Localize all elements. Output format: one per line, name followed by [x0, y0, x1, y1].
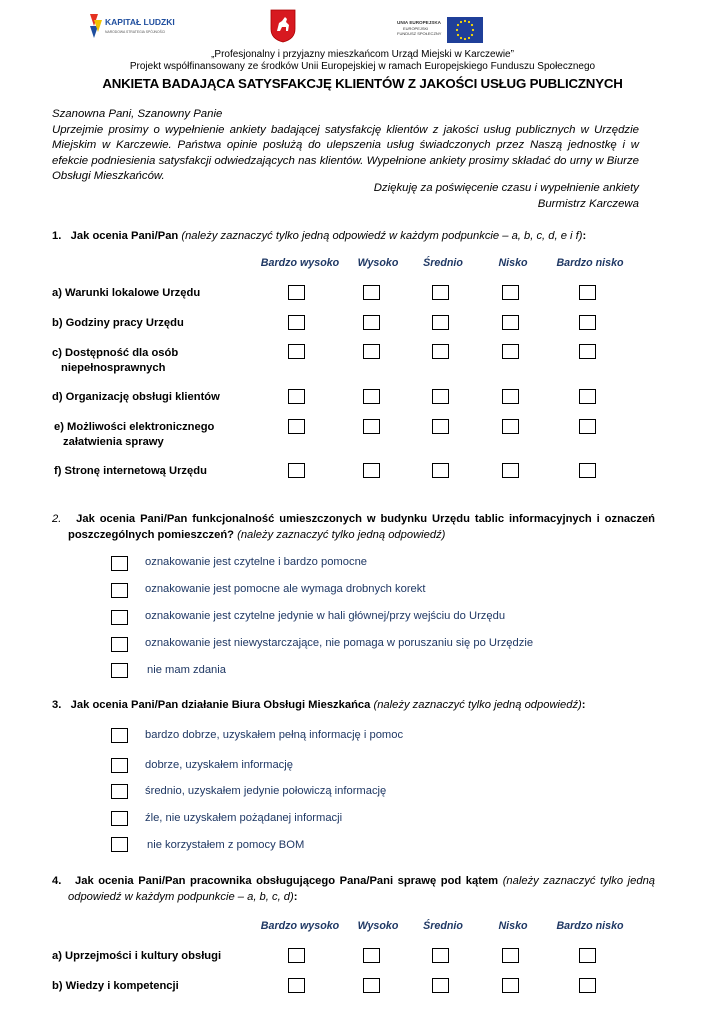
- q1-number: 1.: [52, 230, 62, 242]
- q2-option-1-checkbox[interactable]: [111, 556, 128, 571]
- kapital-ludzki-subtext: NARODOWA STRATEGIA SPÓJNOŚCI: [105, 30, 166, 34]
- kapital-ludzki-text: KAPITAŁ LUDZKI: [105, 17, 175, 27]
- q1-e-high-checkbox[interactable]: [363, 419, 380, 434]
- q3-option-2-checkbox[interactable]: [111, 758, 128, 773]
- intro-greeting: Szanowna Pani, Szanowny Panie: [52, 108, 223, 120]
- q1-d-very-low-checkbox[interactable]: [579, 389, 596, 404]
- q1-e-very-high-checkbox[interactable]: [288, 419, 305, 434]
- q4-b-very-high-checkbox[interactable]: [288, 978, 305, 993]
- eu-text-line2: EUROPEJSKI: [403, 26, 429, 31]
- q1-text: Jak ocenia Pani/Pan: [70, 230, 179, 242]
- q1-c-very-low-checkbox[interactable]: [579, 344, 596, 359]
- q1-b-medium-checkbox[interactable]: [432, 315, 449, 330]
- q2-option-2-checkbox[interactable]: [111, 583, 128, 598]
- q4-row-a-line1: a) Uprzejmości i kultury obsługi: [52, 950, 222, 962]
- q1-b-very-low-checkbox[interactable]: [579, 315, 596, 330]
- q1-b-very-high-checkbox[interactable]: [288, 315, 305, 330]
- thanks-line: Dziękuję za poświęcenie czasu i wypełnienie ankiety: [373, 182, 639, 194]
- q2-option-3-checkbox[interactable]: [111, 610, 128, 625]
- kapital-ludzki-logo: [88, 10, 178, 42]
- q3-colon: :: [581, 699, 586, 711]
- q4-scale-very-low: Bardzo nisko: [556, 920, 624, 932]
- q1-scale-low: Nisko: [498, 257, 528, 269]
- q1-row-b-line1: b) Godziny pracy Urzędu: [52, 317, 184, 329]
- q3-option-4-checkbox[interactable]: [111, 811, 128, 826]
- q3-option-2-label: dobrze, uzyskałem informację: [145, 759, 293, 771]
- karczew-crest-icon: [270, 9, 296, 43]
- q3-option-1-checkbox[interactable]: [111, 728, 128, 743]
- q4-a-very-high-checkbox[interactable]: [288, 948, 305, 963]
- q4-b-very-low-checkbox[interactable]: [579, 978, 596, 993]
- q1-row-c-line2: niepełnosprawnych: [61, 362, 166, 374]
- q4-b-medium-checkbox[interactable]: [432, 978, 449, 993]
- q1-row-e-label: [54, 420, 214, 450]
- intro-thanks: [374, 181, 639, 212]
- q3-option-4-label: źle, nie uzyskałem pożądanej informacji: [145, 812, 343, 824]
- project-cofinancing-note: Projekt współfinansowany ze środków Unii Europejskiej w ramach Europejskiego Funduszu Społecznego: [129, 61, 596, 72]
- q3-option-5-checkbox[interactable]: [111, 837, 128, 852]
- q3-option-1-label: bardzo dobrze, uzyskałem pełną informację i pomoc: [145, 729, 404, 741]
- q2-number: 2.: [52, 513, 62, 525]
- q4-a-very-low-checkbox[interactable]: [579, 948, 596, 963]
- q4-row-b-label: [52, 979, 179, 994]
- q1-a-very-high-checkbox[interactable]: [288, 285, 305, 300]
- q1-scale-medium: Średnio: [423, 257, 463, 269]
- q2-text: Jak ocenia Pani/Pan funkcjonalność umieszczonych w budynku Urzędu tablic informacyjnych i oznaczeń poszczególnych pomieszczeń?: [68, 513, 655, 541]
- q1-row-d-label: [52, 390, 220, 405]
- q1-a-very-low-checkbox[interactable]: [579, 285, 596, 300]
- q4-scale-high: Wysoko: [357, 920, 399, 932]
- q1-scale-very-high: Bardzo wysoko: [260, 257, 340, 269]
- q4-b-high-checkbox[interactable]: [363, 978, 380, 993]
- q4-b-low-checkbox[interactable]: [502, 978, 519, 993]
- q1-b-high-checkbox[interactable]: [363, 315, 380, 330]
- q2-option-4-label: oznakowanie jest niewystarczające, nie pomaga w poruszaniu się po Urzędzie: [145, 637, 534, 649]
- q1-row-d-line1: d) Organizację obsługi klientów: [52, 391, 220, 403]
- q1-row-a-line1: a) Warunki lokalowe Urzędu: [52, 287, 201, 299]
- q1-scale-very-low: Bardzo nisko: [556, 257, 624, 269]
- q4-row-b-line1: b) Wiedzy i kompetencji: [52, 980, 179, 992]
- q1-f-low-checkbox[interactable]: [502, 463, 519, 478]
- q1-row-c-label: [52, 346, 178, 376]
- q1-a-high-checkbox[interactable]: [363, 285, 380, 300]
- q4-scale-very-high: Bardzo wysoko: [260, 920, 340, 932]
- q3-option-3-checkbox[interactable]: [111, 784, 128, 799]
- project-motto: „Profesjonalny i przyjazny mieszkańcom Urząd Miejski w Karczewie”: [211, 49, 514, 60]
- question-1: [52, 228, 639, 244]
- intro-body: Uprzejmie prosimy o wypełnienie ankiety badającej satysfakcję klientów z jakości usług publicznych w Urzędzie Miejskim w Karczewie. Państwa opinie posłużą do ulepszenia usług świadczonych przez Naszą jednostkę i w efekcie podniesienia satysfakcji odwiedzających nas klientów. Wypełnione ankiety prosimy składać do urny w Biurze Obsługi Mieszkańców.: [52, 123, 639, 183]
- q1-c-medium-checkbox[interactable]: [432, 344, 449, 359]
- q1-d-very-high-checkbox[interactable]: [288, 389, 305, 404]
- q1-row-e-line2: załatwienia sprawy: [63, 436, 164, 448]
- q3-text: Jak ocenia Pani/Pan działanie Biura Obsługi Mieszkańca: [70, 699, 371, 711]
- q1-f-very-low-checkbox[interactable]: [579, 463, 596, 478]
- q4-a-high-checkbox[interactable]: [363, 948, 380, 963]
- q1-d-low-checkbox[interactable]: [502, 389, 519, 404]
- q3-option-3-label: średnio, uzyskałem jedynie połowiczą informację: [145, 785, 387, 797]
- q3-instruction: (należy zaznaczyć tylko jedną odpowiedź): [373, 699, 582, 711]
- q4-number: 4.: [52, 875, 62, 887]
- q1-f-very-high-checkbox[interactable]: [288, 463, 305, 478]
- q4-scale-low: Nisko: [498, 920, 528, 932]
- q1-c-high-checkbox[interactable]: [363, 344, 380, 359]
- q4-a-low-checkbox[interactable]: [502, 948, 519, 963]
- q2-option-5-label: nie mam zdania: [147, 664, 226, 676]
- question-3: [52, 697, 639, 713]
- q3-number: 3.: [52, 699, 62, 711]
- survey-title: ANKIETA BADAJĄCA SATYSFAKCJĘ KLIENTÓW Z JAKOŚCI USŁUG PUBLICZNYCH: [102, 76, 623, 91]
- q1-e-medium-checkbox[interactable]: [432, 419, 449, 434]
- q4-colon: :: [293, 891, 298, 903]
- q1-scale-high: Wysoko: [357, 257, 399, 269]
- question-2: [52, 511, 655, 543]
- q1-row-e-line1: e) Możliwości elektronicznego: [54, 421, 215, 433]
- eu-flag-logo: [395, 15, 485, 45]
- q1-row-a-label: [52, 286, 200, 301]
- q1-f-medium-checkbox[interactable]: [432, 463, 449, 478]
- q1-c-very-high-checkbox[interactable]: [288, 344, 305, 359]
- q1-c-low-checkbox[interactable]: [502, 344, 519, 359]
- q1-row-f-label: [54, 464, 207, 479]
- eu-text-line3: FUNDUSZ SPOŁECZNY: [397, 31, 442, 36]
- q1-row-f-line1: f) Stronę internetową Urzędu: [54, 465, 207, 477]
- q2-option-5-checkbox[interactable]: [111, 663, 128, 678]
- q1-colon: :: [582, 230, 587, 242]
- q2-option-2-label: oznakowanie jest pomocne ale wymaga drobnych korekt: [145, 583, 426, 595]
- q1-a-medium-checkbox[interactable]: [432, 285, 449, 300]
- q2-option-4-checkbox[interactable]: [111, 637, 128, 652]
- q1-row-b-label: [52, 316, 184, 331]
- q4-instruction: (należy zaznaczyć tylko jedną odpowiedź w każdym podpunkcie – a, b, c, d): [68, 875, 656, 903]
- q1-d-medium-checkbox[interactable]: [432, 389, 449, 404]
- q1-a-low-checkbox[interactable]: [502, 285, 519, 300]
- eu-text-line1: UNIA EUROPEJSKA: [397, 20, 441, 25]
- q1-row-c-line1: c) Dostępność dla osób: [52, 347, 179, 359]
- q4-text: Jak ocenia Pani/Pan pracownika obsługującego Pana/Pani sprawę pod kątem: [75, 875, 499, 887]
- intro-text: [52, 107, 639, 185]
- q1-instruction: (należy zaznaczyć tylko jedną odpowiedź w każdym podpunkcie – a, b, c, d, e i f): [181, 230, 583, 242]
- q2-instruction: (należy zaznaczyć tylko jedną odpowiedź): [237, 529, 446, 541]
- signature-line: Burmistrz Karczewa: [537, 197, 639, 210]
- q2-option-1-label: oznakowanie jest czytelne i bardzo pomocne: [145, 556, 368, 568]
- q1-e-low-checkbox[interactable]: [502, 419, 519, 434]
- q1-e-very-low-checkbox[interactable]: [579, 419, 596, 434]
- question-4: [52, 873, 655, 905]
- q4-scale-medium: Średnio: [423, 920, 463, 932]
- q1-d-high-checkbox[interactable]: [363, 389, 380, 404]
- q1-f-high-checkbox[interactable]: [363, 463, 380, 478]
- q1-b-low-checkbox[interactable]: [502, 315, 519, 330]
- q4-a-medium-checkbox[interactable]: [432, 948, 449, 963]
- q2-option-3-label: oznakowanie jest czytelne jedynie w hali głównej/przy wejściu do Urzędu: [145, 610, 506, 622]
- q3-option-5-label: nie korzystałem z pomocy BOM: [147, 839, 305, 851]
- q4-row-a-label: [52, 949, 221, 964]
